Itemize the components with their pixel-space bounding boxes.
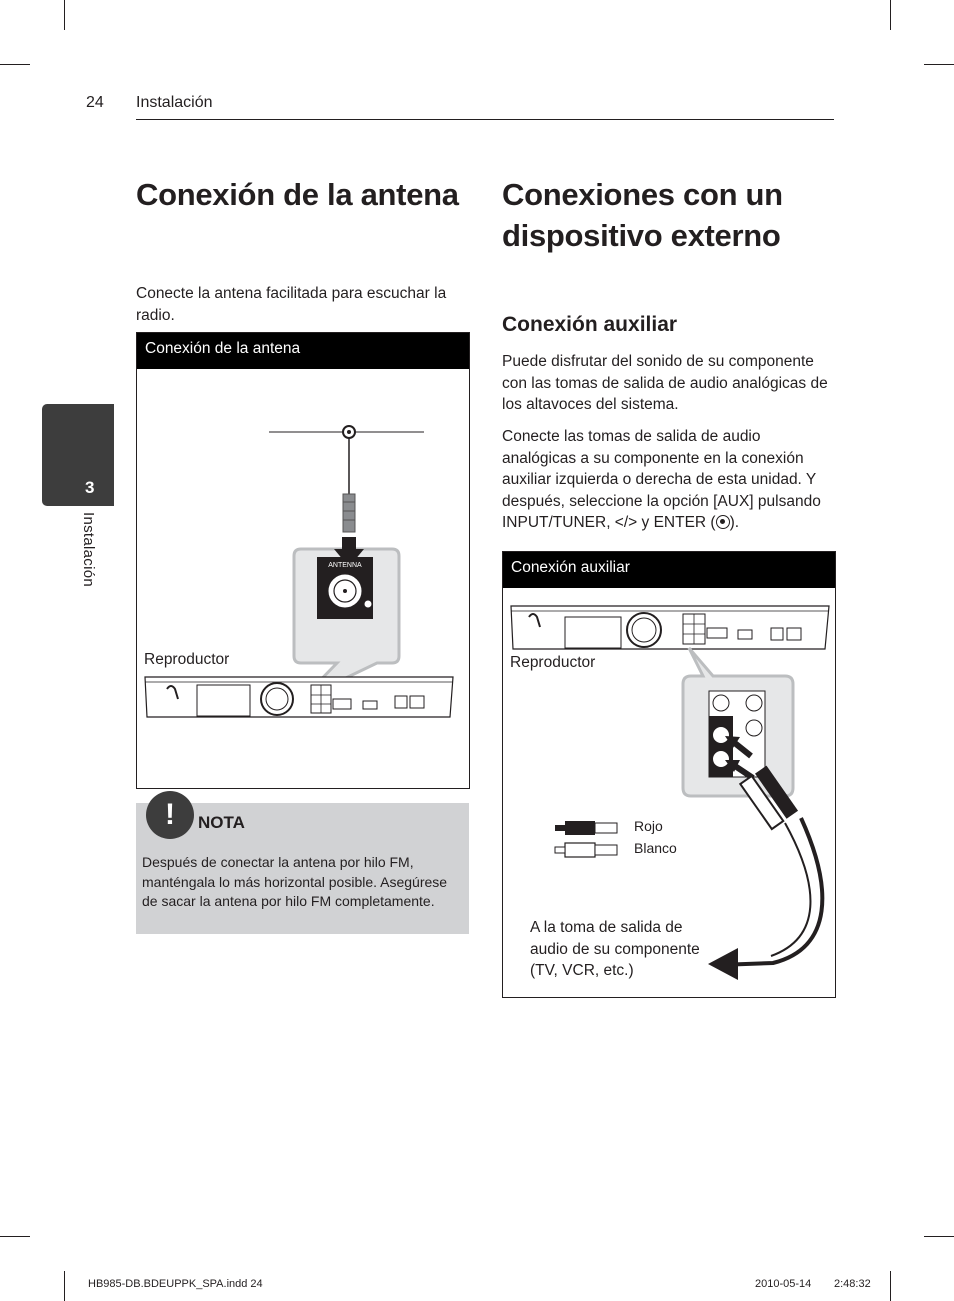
right-para2 bbox=[502, 426, 837, 534]
chapter-tab bbox=[42, 404, 114, 506]
left-intro: Conecte la antena facilitada para escuchar la radio. bbox=[136, 285, 447, 324]
right-subtitle: Conexión auxiliar bbox=[502, 313, 678, 336]
left-title: Conexión de la antena bbox=[136, 177, 459, 212]
right-para2-text: Conecte las tomas de salida de audio analógicas a su componente en la conexión auxiliar izquierda o derecha de esta unidad. Y después, seleccione la opción [AUX] pulsando INPUT/TUNER, </> y ENTER ( bbox=[502, 428, 821, 531]
aux-figure bbox=[502, 551, 836, 998]
crop-mark bbox=[924, 1236, 954, 1237]
footer-date: 2010-05-14 bbox=[755, 1278, 812, 1290]
legend-red: Rojo bbox=[634, 818, 663, 834]
crop-mark bbox=[924, 64, 954, 65]
header-rule bbox=[136, 119, 834, 120]
target-line1: A la toma de salida de bbox=[530, 919, 683, 936]
crop-mark bbox=[0, 64, 30, 65]
antenna-figure-title: Conexión de la antena bbox=[137, 333, 469, 369]
target-line2: audio de su componente bbox=[530, 940, 700, 958]
target-line3: (TV, VCR, etc.) bbox=[530, 962, 634, 979]
antenna-figure bbox=[136, 332, 470, 789]
antenna-player-label: Reproductor bbox=[144, 651, 230, 668]
crop-mark bbox=[0, 1236, 30, 1237]
right-title-line1: Conexiones con un bbox=[502, 177, 783, 212]
chapter-label: Instalación bbox=[80, 512, 97, 588]
chapter-number: 3 bbox=[85, 478, 95, 497]
target-label bbox=[530, 917, 700, 982]
right-para1: Puede disfrutar del sonido de su componente con las tomas de salida de audio analógicas de los altavoces del sistema. bbox=[502, 353, 828, 413]
crop-mark bbox=[890, 0, 891, 30]
warning-icon: ! bbox=[146, 791, 194, 839]
page-number: 24 bbox=[86, 94, 104, 111]
footer-filename: HB985-DB.BDEUPPK_SPA.indd 24 bbox=[88, 1278, 263, 1290]
note-text: Después de conectar la antena por hilo FM, manténgala lo más horizontal posible. Asegúrese de sacar la antena por hilo FM completamente. bbox=[142, 854, 448, 909]
aux-figure-title: Conexión auxiliar bbox=[503, 552, 835, 588]
crop-mark bbox=[64, 0, 65, 30]
note-box bbox=[136, 798, 469, 934]
antenna-jack-label: ANTENNA bbox=[328, 562, 362, 569]
aux-player-label: Reproductor bbox=[510, 654, 596, 671]
right-para2-end: ). bbox=[729, 514, 740, 531]
legend-white: Blanco bbox=[634, 840, 677, 856]
crop-mark bbox=[64, 1271, 65, 1301]
enter-icon bbox=[716, 515, 730, 529]
antenna-diagram bbox=[137, 369, 468, 787]
crop-mark bbox=[890, 1271, 891, 1301]
running-header: Instalación bbox=[136, 94, 213, 111]
note-title: NOTA bbox=[198, 813, 245, 832]
right-title-line2: dispositivo externo bbox=[502, 218, 781, 253]
footer-time: 2:48:32 bbox=[834, 1278, 871, 1290]
